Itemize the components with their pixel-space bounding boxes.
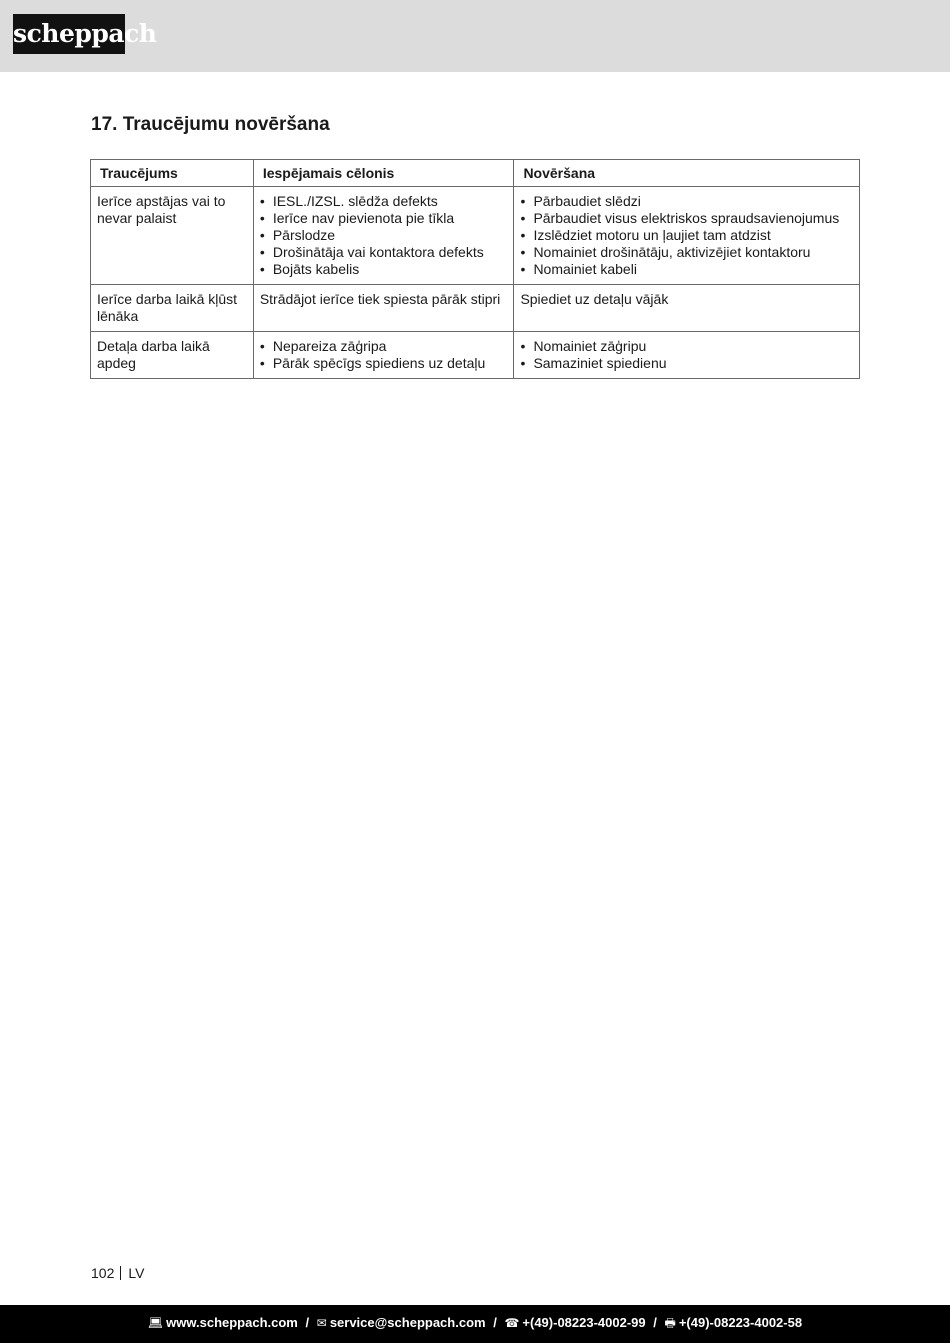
- footer-separator: /: [305, 1315, 310, 1330]
- list-item: • Pārbaudiet visus elektriskos spraudsavienojumus: [520, 210, 853, 227]
- remedy-list: [520, 338, 853, 372]
- cause-cell: [253, 187, 514, 285]
- list-item: • IESL./IZSL. slēdža defekts: [260, 193, 508, 210]
- list-item: • Bojāts kabelis: [260, 261, 508, 278]
- website-link[interactable]: www.scheppach.com: [166, 1315, 298, 1330]
- remedy-cell: [514, 187, 860, 285]
- list-item: • Nomainiet kabeli: [520, 261, 853, 278]
- remedy-list: [520, 193, 853, 278]
- column-header-fault: Traucējums: [91, 160, 254, 187]
- fault-cell: Detaļa darba laikā apdeg: [91, 332, 254, 379]
- scheppach-logo: scheppach: [13, 14, 125, 54]
- list-item: • Pārāk spēcīgs spiediens uz detaļu: [260, 355, 508, 372]
- list-item: • Nomainiet drošinātāju, aktivizējiet kontaktoru: [520, 244, 853, 261]
- table-row: [91, 285, 860, 332]
- email-link[interactable]: service@scheppach.com: [329, 1315, 486, 1330]
- fax-number: +(49)-08223-4002-58: [678, 1315, 803, 1330]
- table-header-row: [91, 160, 860, 187]
- section-title: 17. Traucējumu novēršana: [91, 114, 330, 135]
- cause-cell: [253, 332, 514, 379]
- page-divider: [120, 1266, 121, 1280]
- list-item: • Ierīce nav pievienota pie tīkla: [260, 210, 508, 227]
- fax-icon: 🖶︎: [664, 1316, 676, 1330]
- page-number: 102: [91, 1265, 115, 1281]
- troubleshooting-table: [90, 159, 860, 379]
- contact-footer: [0, 1305, 950, 1343]
- list-item: • Izslēdziet motoru un ļaujiet tam atdzist: [520, 227, 853, 244]
- footer-separator: /: [653, 1315, 657, 1330]
- list-item: • Samaziniet spiedienu: [520, 355, 853, 372]
- list-item: • Pārslodze: [260, 227, 508, 244]
- language-code: LV: [128, 1265, 145, 1281]
- mail-icon: ✉︎: [316, 1316, 327, 1330]
- remedy-cell: [514, 332, 860, 379]
- cause-list: [260, 338, 508, 372]
- fault-cell: Ierīce apstājas vai to nevar palaist: [91, 187, 254, 285]
- list-item: • Drošinātāja vai kontaktora defekts: [260, 244, 508, 261]
- page-footer-number: [91, 1265, 144, 1281]
- remedy-cell: Spiediet uz detaļu vājāk: [514, 285, 860, 332]
- list-item: • Nomainiet zāģripu: [520, 338, 853, 355]
- column-header-remedy: Novēršana: [514, 160, 860, 187]
- table-row: [91, 332, 860, 379]
- footer-separator: /: [493, 1315, 497, 1330]
- phone-number: +(49)-08223-4002-99: [522, 1315, 646, 1330]
- cause-list: [260, 193, 508, 278]
- header-band: [0, 0, 950, 72]
- list-item: • Pārbaudiet slēdzi: [520, 193, 853, 210]
- column-header-cause: Iespējamais cēlonis: [253, 160, 514, 187]
- cause-cell: Strādājot ierīce tiek spiesta pārāk stipri: [253, 285, 514, 332]
- fault-cell: Ierīce darba laikā kļūst lēnāka: [91, 285, 254, 332]
- table-row: [91, 187, 860, 285]
- computer-icon: 💻︎: [147, 1316, 164, 1330]
- phone-icon: ☎︎: [504, 1316, 520, 1330]
- list-item: • Nepareiza zāģripa: [260, 338, 508, 355]
